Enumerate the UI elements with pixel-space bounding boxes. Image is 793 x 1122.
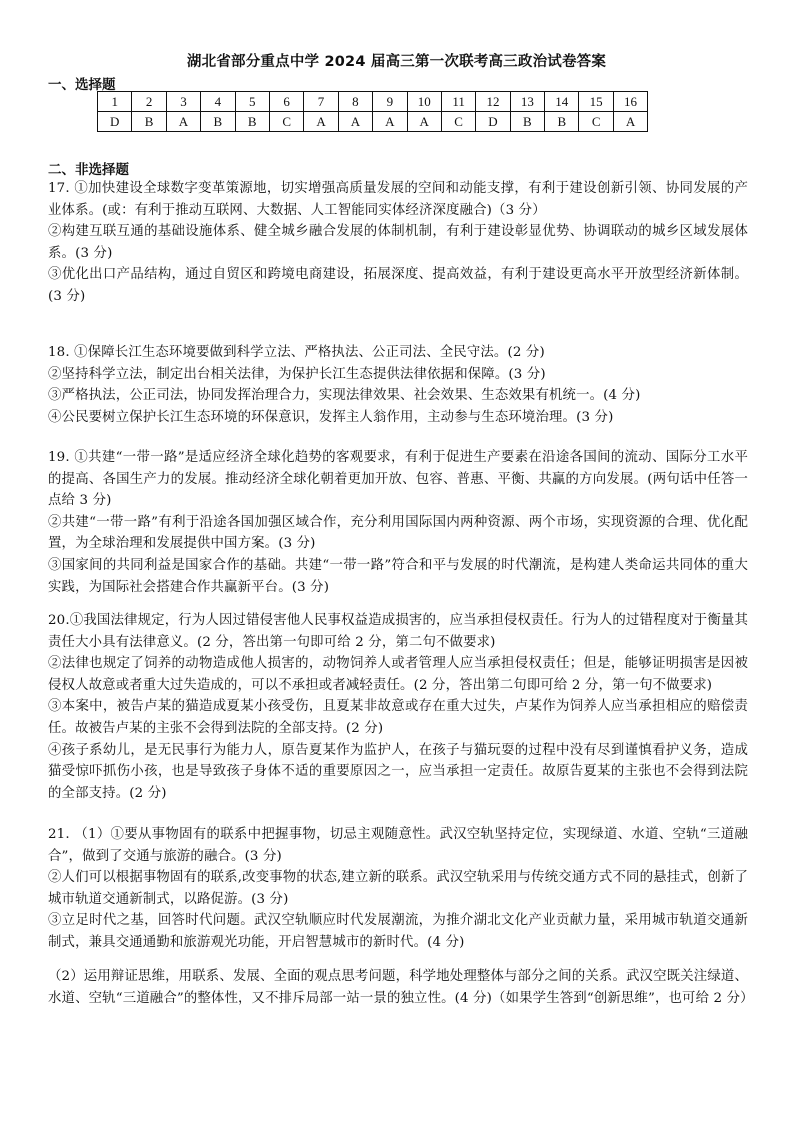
answer-cell: B [132, 112, 166, 132]
answer-cell: C [579, 112, 613, 132]
answer-paragraph: ④公民要树立保护长江生态环境的环保意识，发挥主人翁作用，主动参与生态环境治理。(3 分) [48, 409, 614, 425]
answer-cell: C [269, 112, 303, 132]
question-number: 6 [269, 92, 303, 112]
question-number: 2 [132, 92, 166, 112]
answer-cell: B [235, 112, 269, 132]
question-number: 7 [304, 92, 338, 112]
question-number: 13 [510, 92, 544, 112]
answer-cell: A [304, 112, 338, 132]
answer-cell: D [476, 112, 510, 132]
question-21-answer [48, 824, 748, 954]
question-number: 12 [476, 92, 510, 112]
answer-paragraph: ③国家间的共同利益是国家合作的基础。共建“一带一路”符合和平与发展的时代潮流，是构建人类命运共同体的重大实践，为国际社会搭建合作共赢新平台。(3 分) [48, 557, 748, 595]
answer-paragraph: 21. （1）①要从事物固有的联系中把握事物，切忌主观随意性。武汉空轨坚持定位，实现绿道、水道、空轨“三道融合”，做到了交通与旅游的融合。(3 分) [48, 827, 748, 864]
answer-row [98, 112, 648, 132]
question-number: 5 [235, 92, 269, 112]
answer-paragraph: 19. ①共建“一带一路”是适应经济全球化趋势的客观要求，有利于促进生产要素在沿途各国间的流动、国际分工水平的提高、各国生产力的发展。推动经济全球化朝着更加开放、包容、普惠、平衡、共赢的方向发展。(两句话中任答一点给 3 分) [48, 450, 748, 509]
answer-table [97, 91, 648, 132]
answer-cell: A [613, 112, 647, 132]
answer-cell: A [373, 112, 407, 132]
question-number: 16 [613, 92, 647, 112]
answer-paragraph: 18. ①保障长江生态环境要做到科学立法、严格执法、公正司法、全民守法。(2 分) [48, 345, 545, 360]
answer-cell: B [201, 112, 235, 132]
page-title: 湖北省部分重点中学 2024 届高三第一次联考高三政治试卷答案 [186, 54, 607, 70]
answer-paragraph: ②共建“一带一路”有利于沿途各国加强区域合作，充分利用国际国内两种资源、两个市场，实现资源的合理、优化配置，为全球治理和发展提供中国方案。(3 分) [48, 514, 748, 552]
question-number: 1 [98, 92, 132, 112]
question-number: 9 [373, 92, 407, 112]
answer-paragraph: 20.①我国法律规定，行为人因过错侵害他人民事权益造成损害的，应当承担侵权责任。行为人的过错程度对于衡量其责任大小具有法律意义。(2 分，答出第一句即可给 2 分，第二句不做要求) [48, 613, 748, 650]
question-17-answer [48, 178, 748, 308]
answer-paragraph: ③优化出口产品结构，通过自贸区和跨境电商建设，拓展深度、提高效益，有利于建设更高水平开放型经济新体制。(3 分) [48, 267, 748, 304]
answer-paragraph: ③严格执法，公正司法，协同发挥治理合力，实现法律效果、社会效果、生态效果有机统一。(4 分) [48, 388, 641, 404]
section-heading-nonchoice: 二、非选择题 [48, 162, 129, 178]
answer-paragraph: ③本案中，被告卢某的猫造成夏某小孩受伤，且夏某非故意或存在重大过失，卢某作为饲养人应当承担相应的赔偿责任。故被告卢某的主张不会得到法院的全部支持。(2 分) [48, 699, 748, 736]
section-heading-choice: 一、选择题 [48, 77, 116, 93]
answer-paragraph: ②坚持科学立法，制定出台相关法律，为保护长江生态提供法律依据和保障。(3 分) [48, 366, 546, 382]
answer-cell: A [166, 112, 200, 132]
question-number: 11 [441, 92, 475, 112]
answer-cell: C [441, 112, 475, 132]
answer-paragraph: ②构建互联互通的基础设施体系、健全城乡融合发展的体制机制，有利于建设彰显优势、协调联动的城乡区域发展体系。(3 分) [48, 224, 748, 261]
question-number-row [98, 92, 648, 112]
answer-paragraph: ②人们可以根据事物固有的联系,改变事物的状态,建立新的联系。武汉空轨采用与传统交通方式不同的悬挂式，创新了城市轨道交通新制式，以路促游。(3 分) [48, 870, 748, 907]
question-number: 10 [407, 92, 441, 112]
question-number: 4 [201, 92, 235, 112]
question-21-part2-answer [48, 966, 754, 1009]
answer-paragraph: ④孩子系幼儿，是无民事行为能力人，原告夏某作为监护人，在孩子与猫玩耍的过程中没有尽到谨慎看护义务，造成猫受惊吓抓伤小孩，也是导致孩子身体不适的重要原因之一，应当承担一定责任。故原告夏某的主张也不会得到法院的全部支持。(2 分) [48, 742, 748, 801]
question-19-answer [48, 447, 748, 598]
answer-paragraph: ②法律也规定了饲养的动物造成他人损害的，动物饲养人或者管理人应当承担侵权责任；但是，能够证明损害是因被侵权人故意或者重大过失造成的，可以不承担或者减轻责任。(2 分，答出第二句即可给 2 分，第一句不做要求) [48, 656, 748, 693]
answer-paragraph: ③立足时代之基，回答时代问题。武汉空轨顺应时代发展潮流，为推介湖北文化产业贡献力量，采用城市轨道交通新制式，兼具交通通勤和旅游观光功能，开启智慧城市的新时代。(4 分) [48, 913, 748, 950]
question-number: 14 [545, 92, 579, 112]
answer-cell: A [407, 112, 441, 132]
answer-paragraph: 17. ①加快建设全球数字变革策源地，切实增强高质量发展的空间和动能支撑，有利于建设创新引领、协同发展的产业体系。(或：有利于推动互联网、大数据、人工智能同实体经济深度融合)（3 分） [48, 181, 748, 218]
question-18-answer [48, 342, 748, 428]
answer-cell: A [338, 112, 372, 132]
question-number: 8 [338, 92, 372, 112]
question-number: 15 [579, 92, 613, 112]
answer-cell: D [98, 112, 132, 132]
question-number: 3 [166, 92, 200, 112]
question-20-answer [48, 610, 748, 804]
answer-cell: B [510, 112, 544, 132]
answer-paragraph: （2）运用辩证思维，用联系、发展、全面的观点思考问题，科学地处理整体与部分之间的关系。武汉空既关注绿道、水道、空轨“三道融合”的整体性，又不排斥局部一站一景的独立性。(4 分)（如果学生答到“创新思维”，也可给 2 分） [48, 969, 754, 1006]
answer-cell: B [545, 112, 579, 132]
